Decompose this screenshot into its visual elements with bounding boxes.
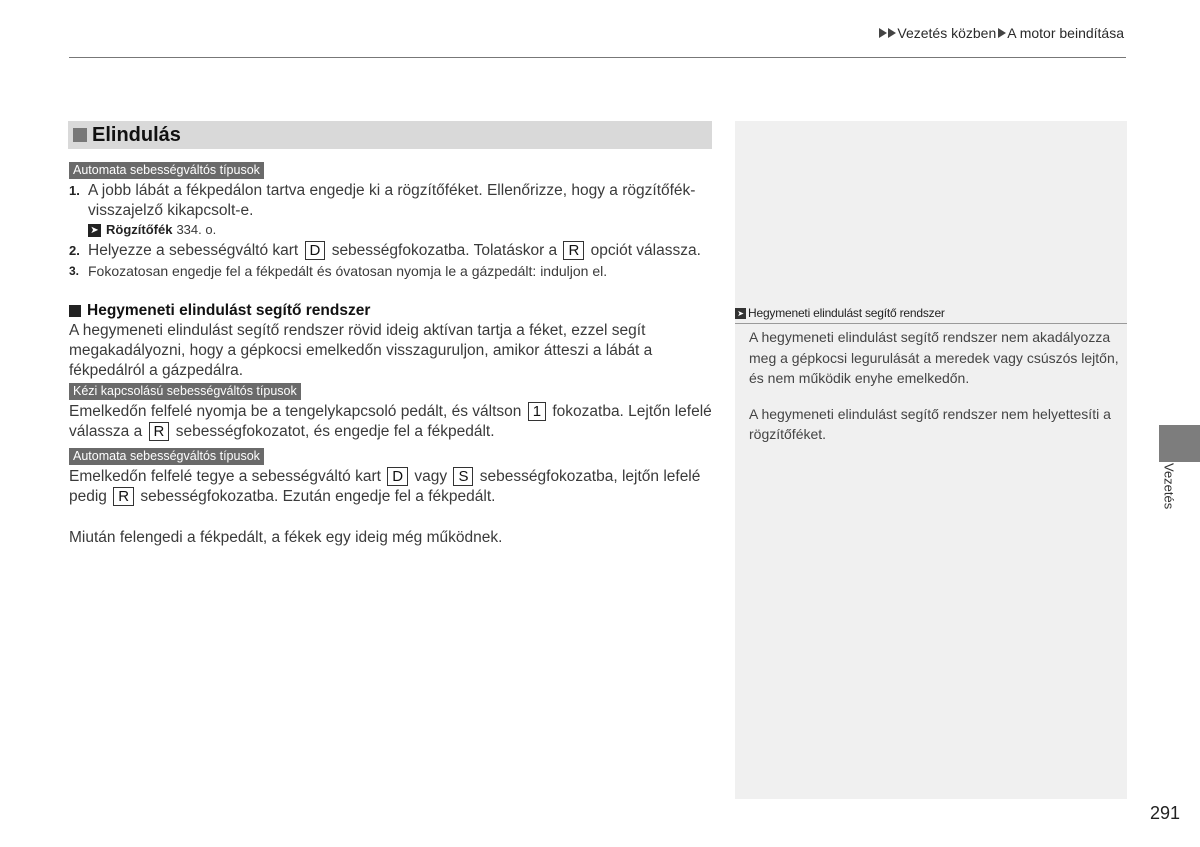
text-run: sebességfokozatba, lejtőn lefelé pedig — [69, 468, 701, 505]
model-tag: Kézi kapcsolású sebességváltós típusok — [69, 383, 301, 400]
triangle-icon — [888, 28, 896, 38]
side-note-paragraph: A hegymeneti elindulást segítő rendszer nem helyettesíti a rögzítőféket. — [749, 405, 1111, 442]
breadcrumb-item[interactable]: Vezetés közben — [897, 25, 997, 41]
step-item — [69, 241, 714, 261]
side-note-body — [749, 327, 1119, 445]
subsection-title: Hegymeneti elindulást segítő rendszer — [87, 302, 371, 319]
note-marker-icon: ➤ — [735, 308, 746, 319]
section-header — [68, 121, 712, 149]
text-run: sebességfokozatot, és engedje fel a fékpedált. — [175, 423, 495, 440]
step-number: 1. — [69, 183, 80, 198]
cross-reference[interactable] — [88, 221, 714, 239]
step-item — [69, 261, 714, 281]
gear-key-d: D — [305, 241, 326, 260]
text-run: fokozatba. Lejtőn lefelé válassza a — [69, 403, 712, 440]
model-tag: Automata sebességváltós típusok — [69, 162, 264, 179]
gear-key-r: R — [563, 241, 584, 260]
chapter-tab[interactable] — [1159, 425, 1200, 462]
model-tag: Automata sebességváltós típusok — [69, 448, 264, 465]
triangle-icon — [879, 28, 887, 38]
breadcrumb — [879, 25, 1126, 41]
step-number: 2. — [69, 243, 80, 258]
step-item — [69, 181, 714, 221]
paragraph: A hegymeneti elindulást segítő rendszer rövid ideig aktívan tartja a féket, ezzel segít megakadályozni, hogy a gépkocsi emelkedőn visszaguruljon, amikor átteszi a lábát a fékpedálról a gázpedálra. — [69, 322, 653, 379]
step-text: sebességfokozatba. Tolatáskor a — [331, 242, 558, 259]
gear-key-1: 1 — [528, 402, 546, 421]
gear-key-r: R — [113, 487, 134, 506]
subsection-heading — [69, 301, 714, 321]
step-text: opciót válassza. — [590, 242, 701, 259]
gear-key-d: D — [387, 467, 408, 486]
paragraph — [69, 402, 714, 442]
side-note-paragraph: A hegymeneti elindulást segítő rendszer nem akadályozza meg a gépkocsi legurulását a meredek vagy csúszós lejtőn, és nem működik enyhe emelkedőn. — [749, 329, 1119, 386]
reference-page: 334. o. — [176, 222, 217, 237]
side-note-title: Hegymeneti elindulást segítő rendszer — [748, 306, 945, 320]
triangle-icon — [998, 28, 1006, 38]
side-note-heading — [735, 303, 1127, 324]
paragraph — [69, 467, 714, 507]
text-run: Emelkedőn felfelé nyomja be a tengelykapcsoló pedált, és váltson — [69, 403, 522, 420]
step-text: Fokozatosan engedje fel a fékpedált és óvatosan nyomja le a gázpedált: induljon el. — [88, 263, 608, 279]
step-text: Helyezze a sebességváltó kart — [88, 242, 299, 259]
chapter-tab-label: Vezetés — [1161, 463, 1177, 510]
step-number: 3. — [69, 264, 80, 278]
section-title: Elindulás — [92, 123, 181, 146]
text-run: sebességfokozatba. Ezután engedje fel a fékpedált. — [140, 488, 496, 505]
text-run: Emelkedőn felfelé tegye a sebességváltó kart — [69, 468, 381, 485]
side-note-panel — [735, 121, 1127, 799]
closing-paragraph: Miután felengedi a fékpedált, a fékek egy ideig még működnek. — [69, 529, 503, 546]
square-bullet-icon — [73, 128, 87, 142]
gear-key-s: S — [453, 467, 473, 486]
breadcrumb-item[interactable]: A motor beindítása — [1007, 25, 1124, 41]
square-bullet-icon — [69, 305, 81, 317]
text-run: vagy — [414, 468, 448, 485]
header-divider — [69, 57, 1126, 58]
step-text: A jobb lábát a fékpedálon tartva engedje ki a rögzítőféket. Ellenőrizze, hogy a rögzítőfék-visszajelző kikapcsolt-e. — [88, 182, 696, 219]
main-content — [69, 160, 714, 548]
reference-arrow-icon: ➤ — [88, 224, 101, 237]
page-number: 291 — [1149, 803, 1180, 823]
gear-key-r: R — [149, 422, 170, 441]
reference-label[interactable]: Rögzítőfék — [106, 222, 173, 237]
